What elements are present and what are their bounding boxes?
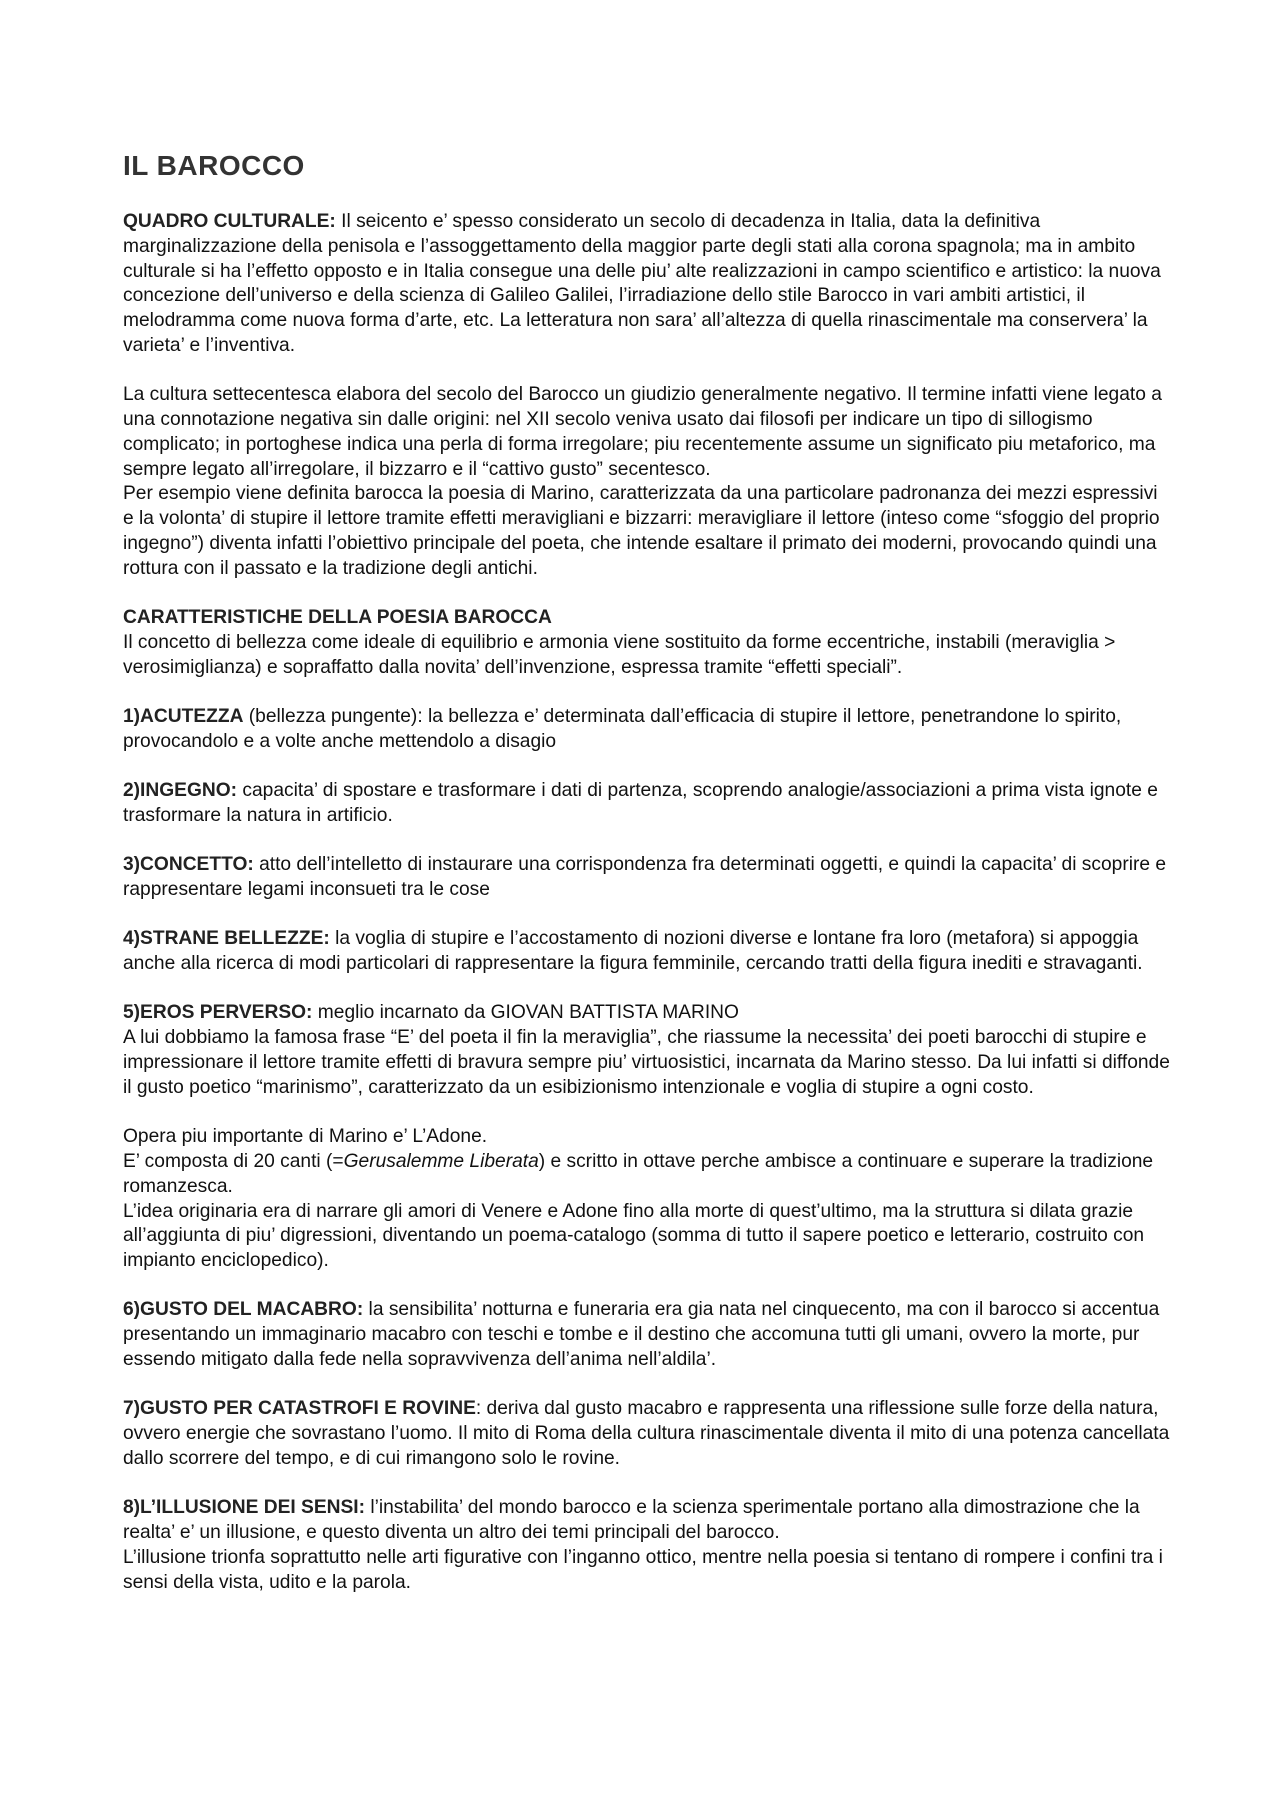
catastrofi-label: 7)GUSTO PER CATASTROFI E ROVINE [123,1398,476,1420]
eros-perverso-text: meglio incarnato da GIOVAN BATTISTA MARINO [312,1002,739,1024]
cultura-text-1: La cultura settecentesca elabora del secolo del Barocco un giudizio generalmente negativo. Il termine infatti viene legato a una connotazione negativa sin dalle origini: nel XII secolo veniva usato dai filosofi per indicare un tipo di sillogismo complicato; in portoghese indica una perla di forma irregolare; piu recentemente assume un significato piu metaforico, ma sempre legato all’irregolare, il bizzarro e il “cattivo gusto” secentesco. [123,384,1162,480]
illusione-text: l’instabilita’ del mondo barocco e la scienza sperimentale portano alla dimostrazione che la realta’ e’ un illusione, e questo diventa un altro dei temi principali del barocco. [123,1497,1140,1543]
cultura-paragraph [123,383,1173,581]
quadro-culturale-paragraph [123,210,1173,359]
ingegno-paragraph [123,779,1173,829]
page-title: IL BAROCCO [123,150,305,181]
eros-perverso-paragraph [123,1001,1173,1100]
ingegno-text: capacita’ di spostare e trasformare i dati di partenza, scoprendo analogie/associazioni a prima vista ignote e trasformare la natura in artificio. [123,780,1158,826]
illusione-paragraph [123,1496,1173,1595]
adone-line-2-b: ) e scritto in ottave perche ambisce a continuare e superare la tradizione romanzesca. [123,1150,1154,1197]
adone-line-1: Opera piu importante di Marino e’ L’Adone. [123,1126,488,1148]
quadro-culturale-label: QUADRO CULTURALE: [123,211,336,232]
cultura-text-2: Per esempio viene definita barocca la poesia di Marino, caratterizzata da una particolare padronanza dei mezzi espressivi e la volonta’ di stupire il lettore tramite effetti meravigliani e bizzarri: meravigliare il lettore (inteso come “sfoggio del proprio ingegno”) diventa infatti l’obiettivo principale del poeta, che intende esaltare il primato dei moderni, provocando quindi una rottura con il passato e la tradizione degli antichi. [123,483,1160,579]
adone-line-3: L’idea originaria era di narrare gli amori di Venere e Adone fino alla morte di quest’ultimo, ma la struttura si dilata grazie all’aggiunta di piu’ digressioni, diventando un poema-catalogo (somma di tutto il sapere poetico e letterario, costruito con impianto enciclopedico). [123,1200,1145,1272]
concetto-paragraph [123,853,1173,903]
strane-bellezze-text: la voglia di stupire e l’accostamento di nozioni diverse e lontane fra loro (metafora) si appoggia anche alla ricerca di modi particolari di rappresentare la figura femminile, cercando tratti della figura inediti e stravaganti. [123,928,1143,975]
concetto-label: 3)CONCETTO: [123,854,254,876]
eros-perverso-text-2: A lui dobbiamo la famosa frase “E’ del poeta il fin la meraviglia”, che riassume la necessita’ dei poeti barocchi di stupire e impressionare il lettore tramite effetti di bravura sempre piu’ virtuosistici, incarnata da Marino stesso. Da lui infatti si diffonde il gusto poetico “marinismo”, caratterizzato da un esibizionismo intenzionale e voglia di stupire a ogni costo. [123,1027,1170,1098]
macabro-label: 6)GUSTO DEL MACABRO: [123,1299,364,1321]
ingegno-label: 2)INGEGNO: [123,780,238,802]
concetto-text: atto dell’intelletto di instaurare una corrispondenza fra determinati oggetti, e quindi la capacita’ di scoprire e rappresentare legami inconsueti tra le cose [123,854,1167,901]
adone-line-2-a: E’ composta di 20 canti (= [123,1150,344,1172]
macabro-paragraph [123,1298,1173,1372]
illusione-label: 8)L’ILLUSIONE DEI SENSI: [123,1497,366,1519]
catastrofi-text: : deriva dal gusto macabro e rappresenta una riflessione sulle forze della natura, ovvero energie che sovrastano l’uomo. Il mito di Roma della cultura rinascimentale diventa il mito di una potenza cancellata dallo scorrere del tempo, e di cui rimangono solo le rovine. [123,1398,1170,1469]
quadro-culturale-text: Il seicento e’ spesso considerato un secolo di decadenza in Italia, data la definitiva marginalizzazione della penisola e l’assoggettamento della maggior parte degli stati alla corona spagnola; ma in ambito culturale si ha l’effetto opposto e in Italia consegue una delle piu’ alte realizzazioni in campo scientifico e artistico: la nuova concezione dell’universo e della scienza di Galileo Galilei, l’irradiazione dello stile Barocco in vari ambiti artistici, il melodramma come nuova forma d’arte, etc. La letteratura non sara’ all’altezza di quella rinascimentale ma conservera’ la varieta’ e l’inventiva. [123,211,1161,356]
caratteristiche-text: Il concetto di bellezza come ideale di equilibrio e armonia viene sostituito da forme eccentriche, instabili (meraviglia > verosimiglianza) e sopraffatto dalla novita’ dell’invenzione, espressa tramite “effetti speciali”. [123,631,1116,678]
illusione-text-2: L’illusione trionfa soprattutto nelle arti figurative con l’inganno ottico, mentre nella poesia si tentano di rompere i confini tra i sensi della vista, udito e la parola. [123,1546,1163,1593]
caratteristiche-heading: CARATTERISTICHE DELLA POESIA BAROCCA [123,607,552,629]
acutezza-label: 1)ACUTEZZA [123,706,244,728]
catastrofi-paragraph [123,1397,1173,1471]
strane-bellezze-label: 4)STRANE BELLEZZE: [123,928,330,950]
acutezza-text: (bellezza pungente): la bellezza e’ determinata dall’efficacia di stupire il lettore, penetrandone lo spirito, provocandolo e a volte anche mettendolo a disagio [123,706,1122,752]
macabro-text: la sensibilita’ notturna e funeraria era gia nata nel cinquecento, ma con il barocco si accentua presentando un immaginario macabro con teschi e tombe e il destino che accomuna tutti gli umani, ovvero la morte, pur essendo mitigato dalla fede nella sopravvivenza dell’anima nell’aldila’. [123,1299,1160,1370]
adone-line-2-italic: Gerusalemme Liberata [343,1150,539,1172]
document-page [123,150,1173,1595]
eros-perverso-label: 5)EROS PERVERSO: [123,1002,313,1024]
acutezza-paragraph [123,705,1173,755]
adone-paragraph [123,1125,1173,1274]
strane-bellezze-paragraph [123,927,1173,977]
caratteristiche-paragraph [123,606,1173,680]
